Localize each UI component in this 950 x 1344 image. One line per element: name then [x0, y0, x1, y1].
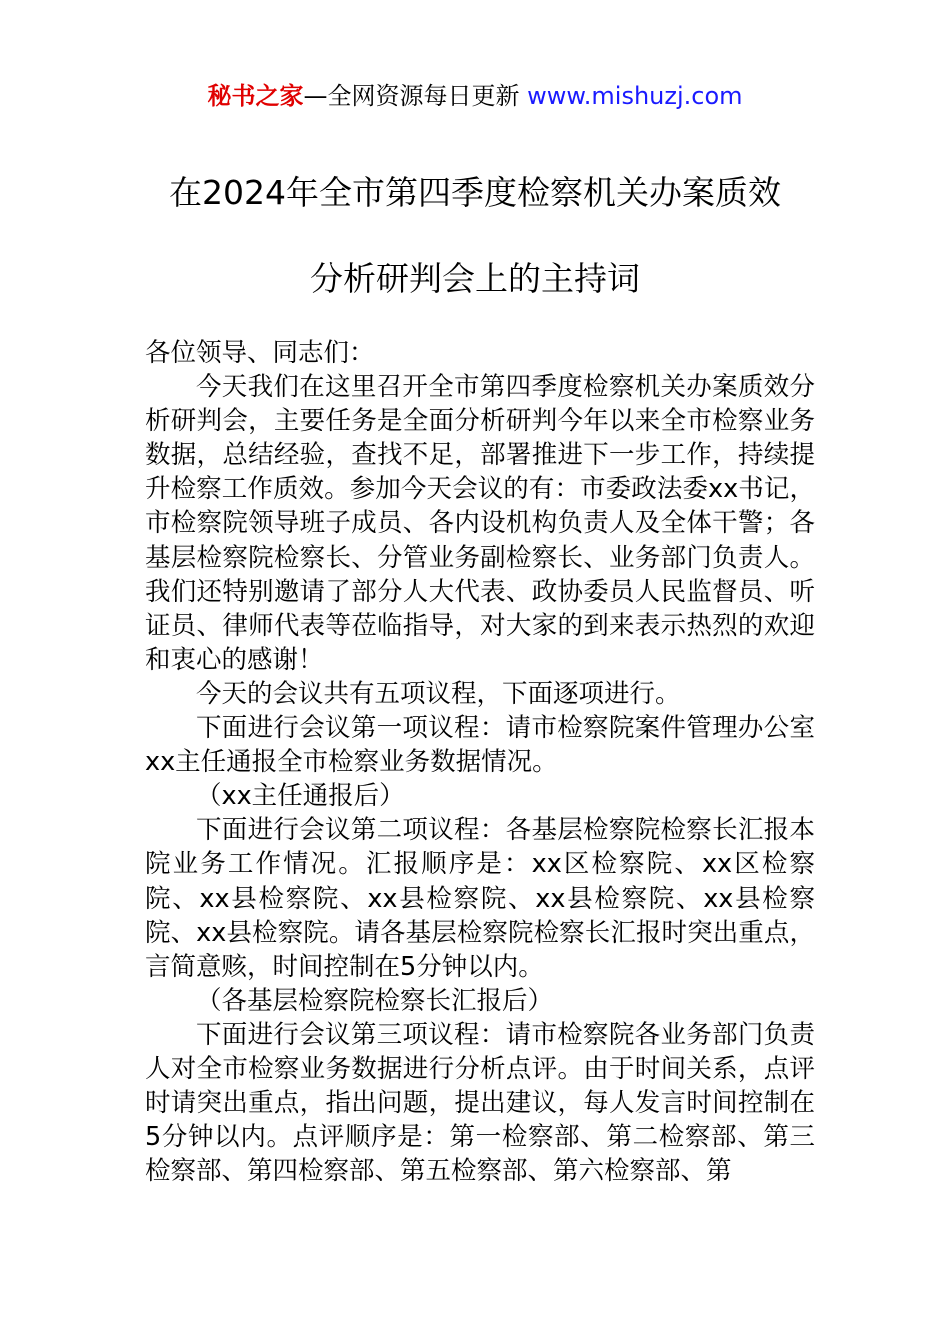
salutation: 各位领导、同志们： — [145, 338, 375, 368]
paragraph-agenda-overview: 今天的会议共有五项议程，下面逐项进行。 — [196, 678, 681, 709]
title-line-1: 在2024年全市第四季度检察机关办案质效 — [169, 173, 781, 212]
paragraph-agenda-item-3: 下面进行会议第三项议程：请市检察院各业务部门负责人对全市检察业务数据进行分析点评。由于时间关系，点评时请突出重点，指出问题，提出建议，每人发言时间控制在5分钟以内。点评顺序是：第一检察部、第二检察部、第三检察部、第四检察部、第五检察部、第六检察部、第 — [145, 1019, 815, 1187]
site-tagline: —全网资源每日更新 — [303, 82, 528, 110]
stage-direction-2: （各基层检察院检察长汇报后） — [196, 985, 554, 1016]
site-header — [0, 80, 950, 112]
site-name: 秘书之家 — [207, 82, 304, 110]
stage-direction-1: （xx主任通报后） — [196, 781, 405, 812]
document-body — [145, 336, 815, 1188]
document-title — [100, 150, 850, 322]
title-line-2: 分析研判会上的主持词 — [310, 259, 640, 298]
site-url-link[interactable]: www.mishuzj.com — [527, 82, 743, 110]
paragraph-agenda-item-1: 下面进行会议第一项议程：请市检察院案件管理办公室xx主任通报全市检察业务数据情况。 — [145, 713, 815, 778]
paragraph-agenda-item-2: 下面进行会议第二项议程：各基层检察院检察长汇报本院业务工作情况。汇报顺序是：xx区检察院、xx区检察院、xx县检察院、xx县检察院、xx县检察院、xx县检察院、xx县检察院。请各基层检察院检察长汇报时突出重点，言简意赅，时间控制在5分钟以内。 — [145, 815, 815, 982]
paragraph-intro: 今天我们在这里召开全市第四季度检察机关办案质效分析研判会，主要任务是全面分析研判今年以来全市检察业务数据，总结经验，查找不足，部署推进下一步工作，持续提升检察工作质效。参加今天会议的有：市委政法委xx书记，市检察院领导班子成员、各内设机构负责人及全体干警；各基层检察院检察长、分管业务副检察长、业务部门负责人。我们还特别邀请了部分人大代表、政协委员人民监督员、听证员、律师代表等莅临指导，对大家的到来表示热烈的欢迎和衷心的感谢！ — [145, 372, 815, 675]
